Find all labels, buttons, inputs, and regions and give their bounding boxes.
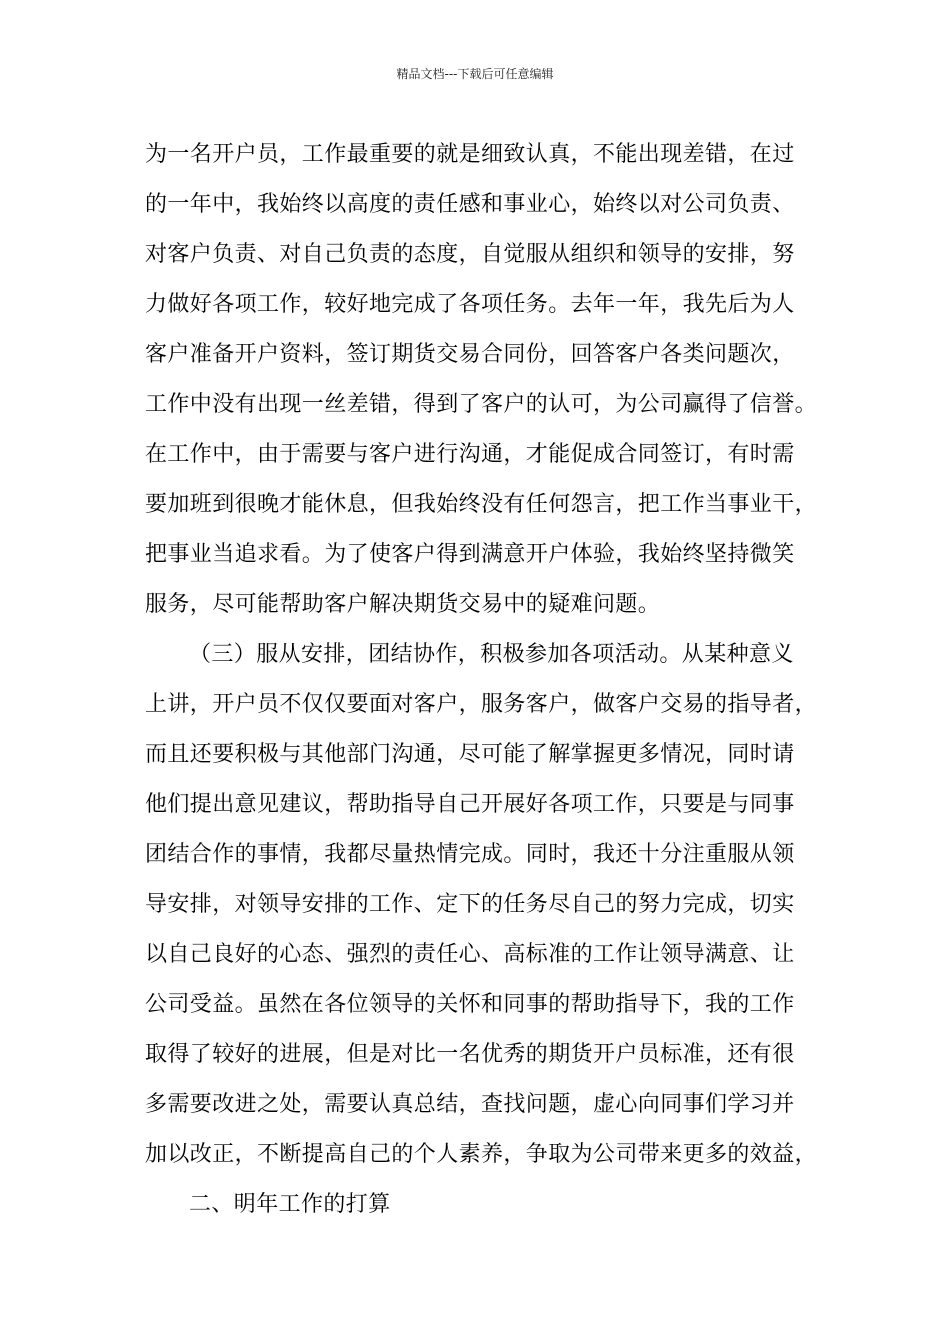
text-line: 取得了较好的进展，但是对比一名优秀的期货开户员标准，还有很	[145, 1042, 795, 1067]
text-line: 的一年中，我始终以高度的责任感和事业心，始终以对公司负责、	[145, 192, 795, 217]
text-line: 对客户负责、对自己负责的态度，自觉服从组织和领导的安排，努	[145, 242, 795, 267]
text-line: 团结合作的事情，我都尽量热情完成。同时，我还十分注重服从领	[145, 842, 795, 867]
text-line: 力做好各项工作，较好地完成了各项任务。去年一年，我先后为人	[145, 292, 795, 317]
text-line: 多需要改进之处，需要认真总结，查找问题，虚心向同事们学习并	[145, 1092, 795, 1117]
text-line: 他们提出意见建议，帮助指导自己开展好各项工作，只要是与同事	[145, 792, 795, 817]
text-line: 在工作中，由于需要与客户进行沟通，才能促成合同签订，有时需	[145, 442, 795, 467]
text-line: 客户准备开户资料，签订期货交易合同份，回答客户各类问题次，	[145, 342, 795, 367]
section-heading: 二、明年工作的打算	[189, 1192, 391, 1217]
text-line: 上讲，开户员不仅仅要面对客户，服务客户，做客户交易的指导者，	[145, 692, 818, 717]
text-line: 公司受益。虽然在各位领导的关怀和同事的帮助指导下，我的工作	[145, 992, 795, 1017]
text-line: 为一名开户员，工作最重要的就是细致认真，不能出现差错，在过	[145, 142, 795, 167]
text-line: 以自己良好的心态、强烈的责任心、高标准的工作让领导满意、让	[145, 942, 795, 967]
text-line: 服务，尽可能帮助客户解决期货交易中的疑难问题。	[145, 592, 661, 617]
document-body	[145, 130, 835, 1230]
text-line: 导安排，对领导安排的工作、定下的任务尽自己的努力完成，切实	[145, 892, 795, 917]
page-header: 精品文档---下载后可任意编辑	[396, 67, 554, 81]
text-line: 加以改正，不断提高自己的个人素养，争取为公司带来更多的效益，	[145, 1142, 818, 1167]
paragraph-start-line: （三）服从安排，团结协作，积极参加各项活动。从某种意义	[189, 642, 794, 667]
text-line: 把事业当追求看。为了使客户得到满意开户体验，我始终坚持微笑	[145, 542, 795, 567]
text-line: 要加班到很晚才能休息，但我始终没有任何怨言，把工作当事业干，	[145, 492, 818, 517]
text-line: 而且还要积极与其他部门沟通，尽可能了解掌握更多情况，同时请	[145, 742, 795, 767]
text-line: 工作中没有出现一丝差错，得到了客户的认可，为公司赢得了信誉。	[145, 392, 818, 417]
